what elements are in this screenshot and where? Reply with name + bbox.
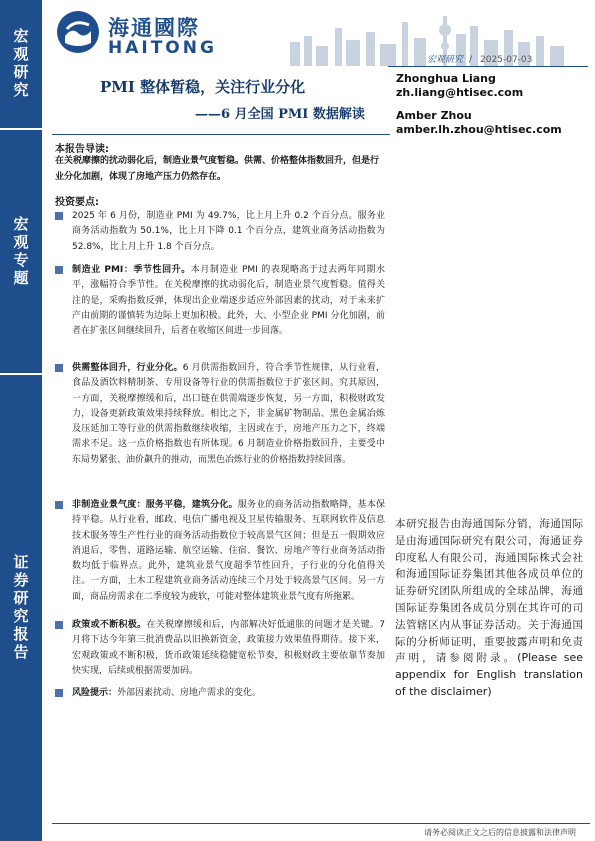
point-lead: 非制造业景气度：服务平稳，建筑分化。: [72, 500, 238, 510]
disclaimer-en: (Please see appendix for English translation of the disclaimer): [395, 651, 583, 698]
list-item: [55, 498, 385, 605]
sidebar-section-macro-research: [0, 0, 42, 128]
report-subtitle: ——6 月全国 PMI 数据解读: [195, 107, 365, 122]
author-name: Zhonghua Liang: [396, 72, 496, 85]
guide-label: 本报告导读:: [55, 144, 109, 155]
haitong-logo-icon: [55, 9, 101, 55]
footer-divider: [52, 823, 590, 824]
sidebar-label: 宏观研究: [11, 28, 30, 100]
sidebar-section-securities-report: [0, 375, 42, 841]
point-lead: 风险提示：: [72, 688, 118, 698]
logo-text-en: HAITONG: [108, 38, 217, 58]
list-item: [55, 263, 385, 339]
logo-text-cn: 海通國際: [108, 16, 200, 40]
point-text: 服务业的商务活动指数略降，基本保持平稳。从行业看，邮政、电信广播电视及卫星传输服务、互联网软件及信息技术服务等生产性行业的商务活动指数位于较高景气区间；但是五一假期效应消退后，零售、道路运输、航空运输、住宿、餐饮、房地产等行业商务活动指数均低于临界点。此外，建筑业景气度超季节性回升，子行业的分化值得关注。一方面，土木工程建筑业商务活动连续三个月处于较高景气区间。另一方面，商品房需求在二季度较为疲软，可能对整体建筑业景气度有所拖累。: [72, 500, 385, 602]
report-title: PMI 整体暂稳，关注行业分化: [100, 78, 306, 96]
point-text: 2025 年 6 月份，制造业 PMI 为 49.7%，比上月上升 0.2 个百分点。服务业商务活动指数为 50.1%，比上月下降 0.1 个百分点，建筑业商务活动指数为 52.8%，比上月上升 1.8 个百分点。: [72, 211, 385, 252]
header-meta: [427, 52, 532, 65]
sidebar-label: 宏观专题: [11, 215, 30, 288]
point-text: 6 月供需指数回升，符合季节性规律，从行业看，食品及酒饮料精制茶、专用设备等行业的供需指数位于扩张区间。究其原因，一方面，关税摩擦缓和后，出口链在供需端逐步恢复，另一方面，积极财政发力，设备更新政策效果持续释放。相比之下，非金属矿物制品、黑色金属冶炼及压延加工等行业的供需指数继续收缩，主因或在于，房地产压力之下，终端需求不足。这一点价格指数也有所体现。6 月制造业价格指数回升，主要受中东局势紧张、油价飙升的推动，而黑色冶炼行业的价格指数持续回落。: [72, 363, 385, 465]
point-lead: 供需整体回升，行业分化。: [72, 363, 183, 373]
author-email[interactable]: zh.liang@htisec.com: [396, 86, 524, 99]
bullet-square-icon: [55, 501, 63, 509]
author-name: Amber Zhou: [396, 109, 472, 122]
disclaimer-box: [395, 516, 583, 701]
list-item: [55, 618, 385, 679]
point-text: 在关税摩擦缓和后，内部解决好低通胀的问题才是关键。7 月将下达今年第三批消费品以旧换新资金，政策接力效果值得期待。接下来，宏观政策或不断积极，货币政策延续稳健宽松节奏，积极财政主要依靠节奏加快实现，后续或根据需要加码。: [72, 620, 385, 676]
disclaimer-cn: 本研究报告由海通国际分销，海通国际是由海通国际研究有限公司，海通证券印度私人有限公司，海通国际株式会社和海通国际证券集团其他各成员单位的证券研究团队所组成的全球品牌，海通国际证券集团各成员分别在其许可的司法管辖区内从事证券活动。关于海通国际的分析师证明，重要披露声明和免责声明，请参阅附录。: [395, 518, 583, 665]
footer-notice: 请务必阅读正文之后的信息披露和法律声明: [424, 828, 576, 837]
point-text: 外部因素扰动、房地产需求的变化。: [117, 688, 262, 698]
bullet-square-icon: [55, 266, 63, 274]
header-separator: /: [469, 55, 473, 65]
bullet-square-icon: [55, 364, 63, 372]
list-item: [55, 209, 385, 255]
point-text: 本月制造业 PMI 的表现略高于过去两年同期水平，涨幅符合季节性。在关税摩擦的扰动弱化后，制造业景气度暂稳。值得关注的是，采购指数反弹，体现出企业端逐步适应外部因素的扰动，对于未来扩产由前期的谨慎转为边际上更加积极。此外，大、小型企业 PMI 分化加剧，前者在扩张区间继续回升，后者在收缩区间进一步回落。: [72, 265, 385, 337]
bullet-square-icon: [55, 212, 63, 220]
report-category: 宏观研究: [427, 55, 464, 65]
bullet-square-icon: [55, 689, 63, 697]
point-lead: 政策或不断积极。: [72, 620, 147, 630]
title-divider: [52, 134, 390, 135]
list-item: [55, 686, 385, 701]
point-lead: 制造业 PMI：季节性回升。: [72, 265, 191, 275]
sidebar-label: 证券研究报告: [11, 554, 30, 662]
points-label: 投资要点:: [55, 197, 99, 208]
guide-text: 在关税摩擦的扰动弱化后，制造业景气度暂稳。供需、价格整体指数回升，但是行业分化加剧，体现了房地产压力仍然存在。: [55, 156, 380, 182]
header-divider: [388, 66, 588, 67]
report-date: 2025-07-03: [480, 55, 533, 65]
author-email[interactable]: amber.lh.zhou@htisec.com: [396, 123, 562, 136]
sidebar-section-macro-topic: [0, 130, 42, 373]
bullet-square-icon: [55, 621, 63, 629]
list-item: [55, 361, 385, 468]
